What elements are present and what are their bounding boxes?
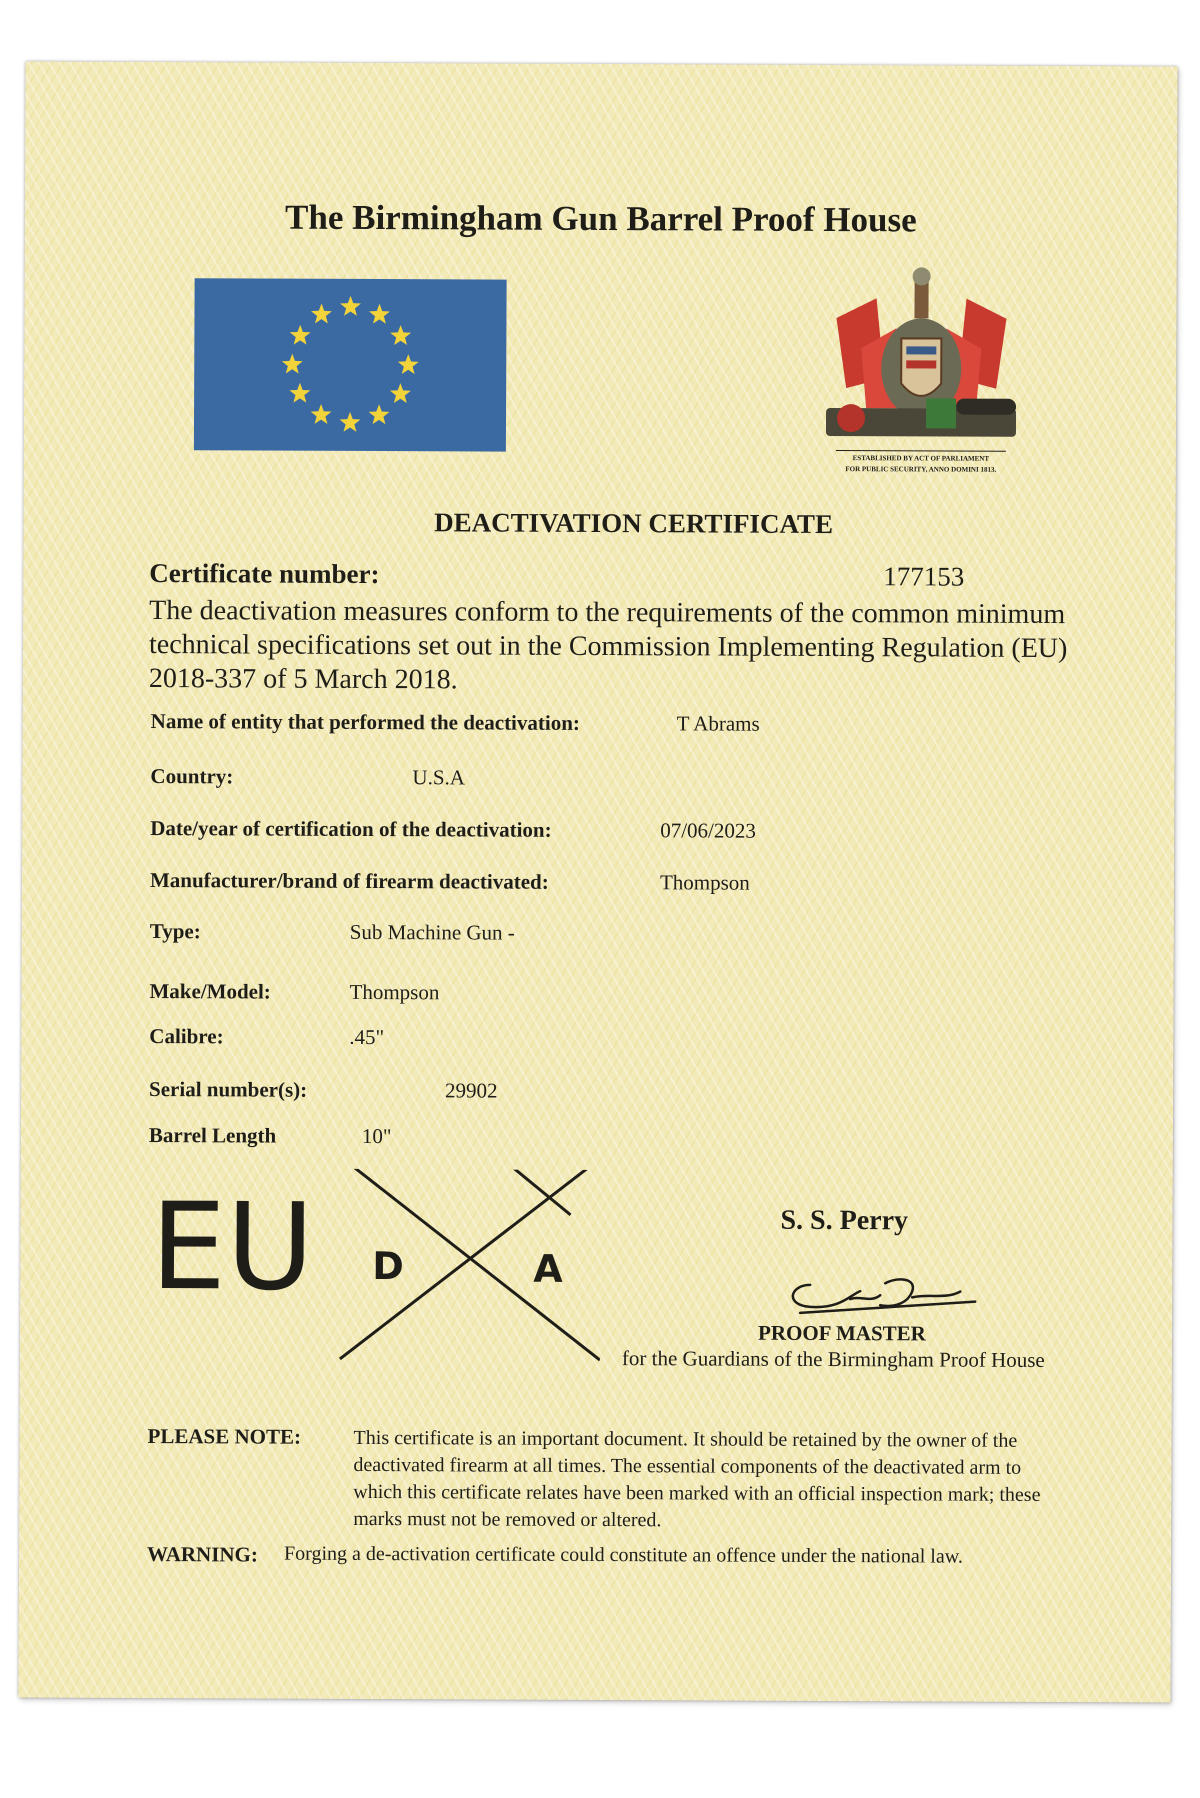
please-note-text: This certificate is an important document. It should be retained by the owner of the deactivated firearm at all times. The essential components of the deactivated arm to which this certificate relates have been marked with an official inspection mark; these marks must not be removed or altered. <box>353 1426 1041 1532</box>
certificate-page <box>18 61 1177 1702</box>
certificate-number-value: 177153 <box>883 561 965 592</box>
type-label: Type: <box>149 919 201 944</box>
eu-flag-star <box>340 296 361 316</box>
eu-flag-star <box>311 404 332 424</box>
eu-flag-star <box>282 354 303 374</box>
eu-flag-star <box>340 412 361 432</box>
eu-flag-star <box>390 325 411 345</box>
eu-mark-letters: EU <box>150 1178 315 1318</box>
eu-mark-left-letter: D <box>372 1244 404 1289</box>
model-value: Thompson <box>349 979 440 1005</box>
certificate-heading: DEACTIVATION CERTIFICATE <box>434 507 834 540</box>
entity-label: Name of entity that performed the deactivation: <box>150 709 580 735</box>
calibre-value: .45" <box>349 1024 385 1050</box>
serial-value: 29902 <box>445 1078 498 1103</box>
eu-flag-star <box>390 383 411 403</box>
warning-text: Forging a de-activation certificate could constitute an offence under the national law. <box>284 1542 963 1568</box>
please-note-label: PLEASE NOTE: <box>147 1424 302 1449</box>
model-label: Make/Model: <box>149 979 271 1004</box>
eu-flag-star <box>290 325 311 345</box>
eu-flag-star <box>289 383 310 403</box>
type-value: Sub Machine Gun - <box>349 919 515 945</box>
eu-flag-star <box>369 404 390 424</box>
proof-master-title: PROOF MASTER <box>757 1320 926 1346</box>
country-value: U.S.A <box>412 765 466 790</box>
coat-of-arms <box>806 258 1037 495</box>
proof-master-description: for the Guardians of the Birmingham Proof House <box>621 1346 1045 1372</box>
eu-flag-star <box>311 304 332 324</box>
certificate-number-label: Certificate number: <box>149 558 380 590</box>
manufacturer-label: Manufacturer/brand of firearm deactivated: <box>149 868 549 894</box>
eu-mark-right-letter: A <box>533 1246 563 1291</box>
eu-flag-star <box>369 304 390 324</box>
calibre-label: Calibre: <box>149 1024 224 1049</box>
page-title: The Birmingham Gun Barrel Proof House <box>284 197 917 240</box>
country-label: Country: <box>150 764 234 789</box>
crest-caption-line-2: FOR PUBLIC SECURITY, ANNO DOMINI 1813. <box>845 465 997 474</box>
eu-flag-star <box>398 354 419 374</box>
serial-label: Serial number(s): <box>149 1077 308 1102</box>
eu-flag <box>194 278 507 451</box>
date-value: 07/06/2023 <box>660 818 756 843</box>
date-label: Date/year of certification of the deactivation: <box>150 816 552 842</box>
barrel-value: 10" <box>361 1123 392 1149</box>
handwritten-signature <box>780 1265 980 1322</box>
eu-deactivation-mark <box>140 1168 601 1370</box>
entity-value: T Abrams <box>676 711 760 736</box>
eu-flag-stars <box>194 278 507 451</box>
conformity-statement: The deactivation measures conform to the requirements of the common minimum technical specifications set out in the Commission Implementing Regulation (EU) 2018-337 of 5 March 2018. <box>148 595 1068 696</box>
signer-name: S. S. Perry <box>780 1204 909 1237</box>
manufacturer-value: Thompson <box>659 870 750 895</box>
warning-label: WARNING: <box>147 1542 258 1567</box>
crest-caption-line-1: ESTABLISHED BY ACT OF PARLIAMENT <box>852 454 990 463</box>
barrel-label: Barrel Length <box>148 1123 277 1148</box>
